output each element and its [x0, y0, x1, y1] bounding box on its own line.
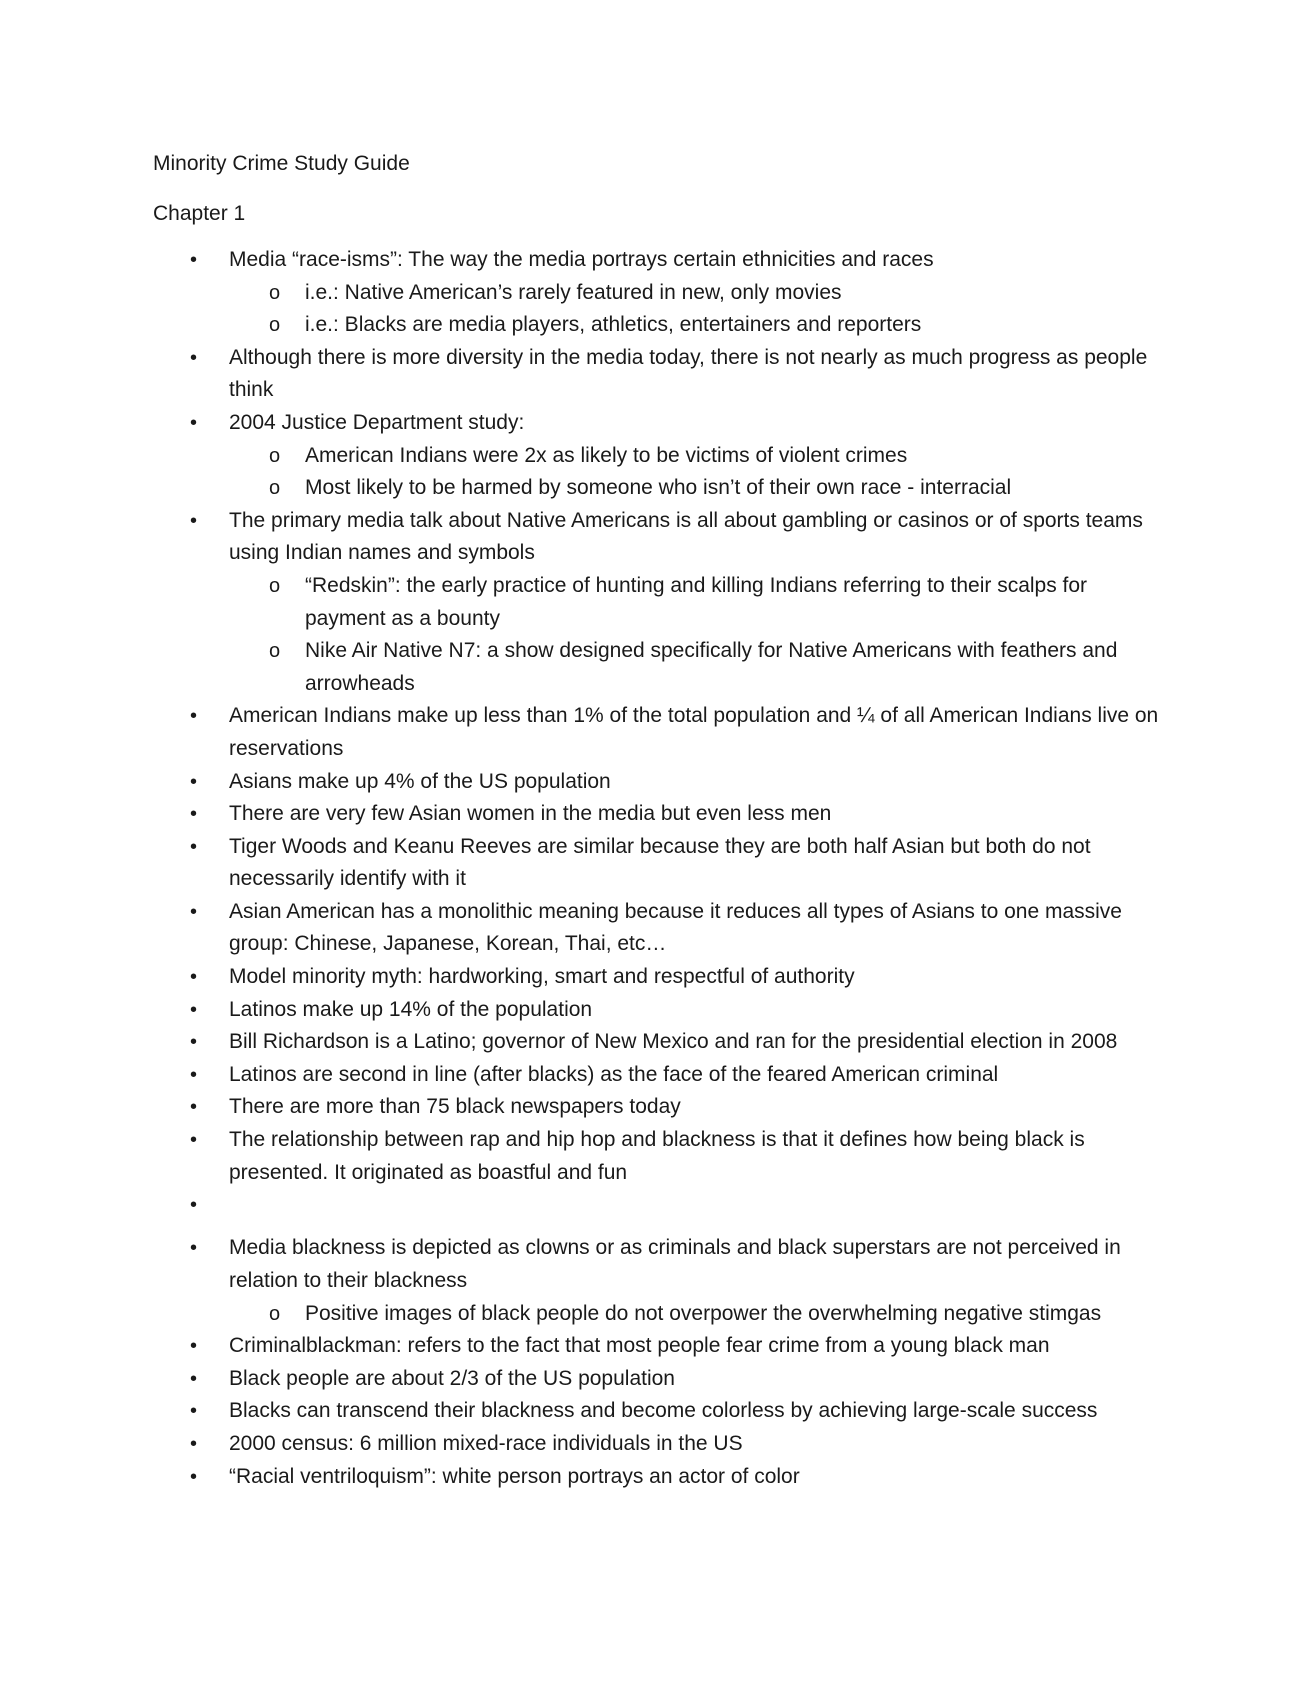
list-item	[153, 1091, 1163, 1124]
bullet-icon: •	[190, 770, 198, 793]
chapter-heading: Chapter 1	[153, 202, 246, 225]
list-item	[153, 1428, 1163, 1461]
bullet-icon: •	[190, 1335, 198, 1358]
sub-list-item	[229, 277, 1163, 310]
bullet-icon: •	[190, 1237, 198, 1260]
sub-list-item-text: i.e.: Blacks are media players, athletics, entertainers and reporters	[305, 313, 922, 337]
list-item-text: Latinos are second in line (after blacks) as the face of the feared American criminal	[229, 1062, 999, 1086]
sub-list-item	[229, 309, 1163, 342]
list-item	[153, 407, 1163, 505]
bullet-icon: •	[190, 1096, 198, 1119]
list-item-text: The primary media talk about Native Americans is all about gambling or casinos or of sports teams using Indian names and symbols	[229, 508, 1143, 565]
sub-list-item	[229, 440, 1163, 473]
list-item	[153, 766, 1163, 799]
sub-bullet-icon: o	[269, 477, 281, 500]
list-item-text: Although there is more diversity in the media today, there is not nearly as much progress as people think	[229, 345, 1148, 402]
bullet-icon: •	[190, 803, 198, 826]
list-item	[153, 1363, 1163, 1396]
list-item	[153, 994, 1163, 1027]
sub-bullet-icon: o	[269, 281, 281, 304]
list-item	[153, 505, 1163, 701]
sub-list	[229, 440, 1163, 505]
bullet-icon: •	[190, 411, 198, 434]
bullet-icon: •	[190, 705, 198, 728]
list-item	[153, 1330, 1163, 1363]
sub-list-item	[229, 472, 1163, 505]
bullet-icon: •	[190, 1367, 198, 1390]
bullet-icon: •	[190, 1465, 198, 1488]
list-item	[153, 1189, 1163, 1232]
list-item-text: Bill Richardson is a Latino; governor of New Mexico and ran for the presidential election in 2008	[229, 1030, 1118, 1054]
sub-list-item-text: Nike Air Native N7: a show designed specifically for Native Americans with feathers and arrowheads	[305, 639, 1118, 695]
list-item-text: Model minority myth: hardworking, smart and respectful of authority	[229, 965, 855, 989]
bullet-icon: •	[190, 835, 198, 858]
list-item-text: Black people are about 2/3 of the US population	[229, 1366, 675, 1390]
sub-list	[229, 277, 1163, 342]
list-item-text: “Racial ventriloquism”: white person portrays an actor of color	[229, 1464, 800, 1488]
sub-list-item-text: American Indians were 2x as likely to be victims of violent crimes	[305, 443, 908, 467]
list-item	[153, 961, 1163, 994]
sub-bullet-icon: o	[269, 314, 281, 337]
sub-bullet-icon: o	[269, 640, 281, 663]
bullet-icon: •	[190, 1400, 198, 1423]
list-item-text: 2000 census: 6 million mixed-race individuals in the US	[229, 1431, 743, 1455]
bullet-icon: •	[190, 249, 198, 271]
list-item	[153, 798, 1163, 831]
sub-list	[229, 1298, 1163, 1331]
list-item-text: Media “race-isms”: The way the media portrays certain ethnicities and races	[229, 248, 934, 271]
list-item-text: Asian American has a monolithic meaning because it reduces all types of Asians to one massive group: Chinese, Japanese, Korean, Thai, etc…	[229, 899, 1122, 956]
list-item-text: There are very few Asian women in the media but even less men	[229, 802, 832, 826]
list-item-text: Latinos make up 14% of the population	[229, 997, 593, 1021]
sub-bullet-icon: o	[269, 444, 281, 467]
list-item	[153, 1461, 1163, 1494]
list-item-text: 2004 Justice Department study:	[229, 410, 525, 434]
bullet-list	[153, 244, 1163, 1493]
list-item	[153, 1026, 1163, 1059]
bullet-icon: •	[190, 1129, 198, 1152]
document-title: Minority Crime Study Guide	[153, 152, 410, 175]
document-page	[153, 150, 1163, 1493]
list-item	[153, 700, 1163, 765]
list-item	[153, 1124, 1163, 1189]
list-item-text: Media blackness is depicted as clowns or as criminals and black superstars are not perceived in relation to their blackness	[229, 1236, 1121, 1292]
sub-list-item-text: “Redskin”: the early practice of hunting and killing Indians referring to their scalps for payment as a bounty	[305, 573, 1088, 630]
bullet-icon: •	[190, 509, 198, 532]
list-item	[153, 244, 1163, 342]
list-item	[153, 1232, 1163, 1330]
list-item-text: Tiger Woods and Keanu Reeves are similar because they are both half Asian but both do not necessarily identify with it	[229, 834, 1091, 891]
list-item	[153, 342, 1163, 407]
sub-list-item-text: Positive images of black people do not overpower the overwhelming negative stimgas	[305, 1301, 1102, 1325]
list-item-text: There are more than 75 black newspapers today	[229, 1095, 681, 1119]
sub-list-item	[229, 1298, 1163, 1331]
bullet-icon: •	[190, 346, 198, 369]
bullet-icon: •	[190, 998, 198, 1021]
list-item-text: Criminalblackman: refers to the fact that most people fear crime from a young black man	[229, 1334, 1050, 1358]
list-item-text: Blacks can transcend their blackness and become colorless by achieving large-scale success	[229, 1399, 1098, 1423]
list-item	[153, 1059, 1163, 1092]
bullet-icon: •	[190, 1063, 198, 1086]
sub-bullet-icon: o	[269, 1302, 281, 1325]
list-item-text: American Indians make up less than 1% of the total population and ¼ of all American Indians live on reservations	[229, 704, 1159, 760]
list-item	[153, 896, 1163, 961]
bullet-icon: •	[190, 1432, 198, 1455]
list-item-text: Asians make up 4% of the US population	[229, 769, 611, 793]
list-item	[153, 831, 1163, 896]
sub-list-item	[229, 635, 1163, 700]
sub-list-item-text: i.e.: Native American’s rarely featured in new, only movies	[305, 280, 842, 304]
sub-list-item	[229, 570, 1163, 635]
list-item-text: The relationship between rap and hip hop and blackness is that it defines how being black is presented. It originated as boastful and fun	[229, 1128, 1085, 1184]
sub-bullet-icon: o	[269, 574, 281, 597]
sub-list-item-text: Most likely to be harmed by someone who isn’t of their own race - interracial	[305, 476, 1012, 500]
bullet-icon: •	[190, 1031, 198, 1054]
list-item	[153, 1395, 1163, 1428]
sub-list	[229, 570, 1163, 700]
bullet-icon: •	[190, 966, 198, 989]
bullet-icon: •	[190, 900, 198, 923]
bullet-icon: •	[190, 1194, 198, 1217]
